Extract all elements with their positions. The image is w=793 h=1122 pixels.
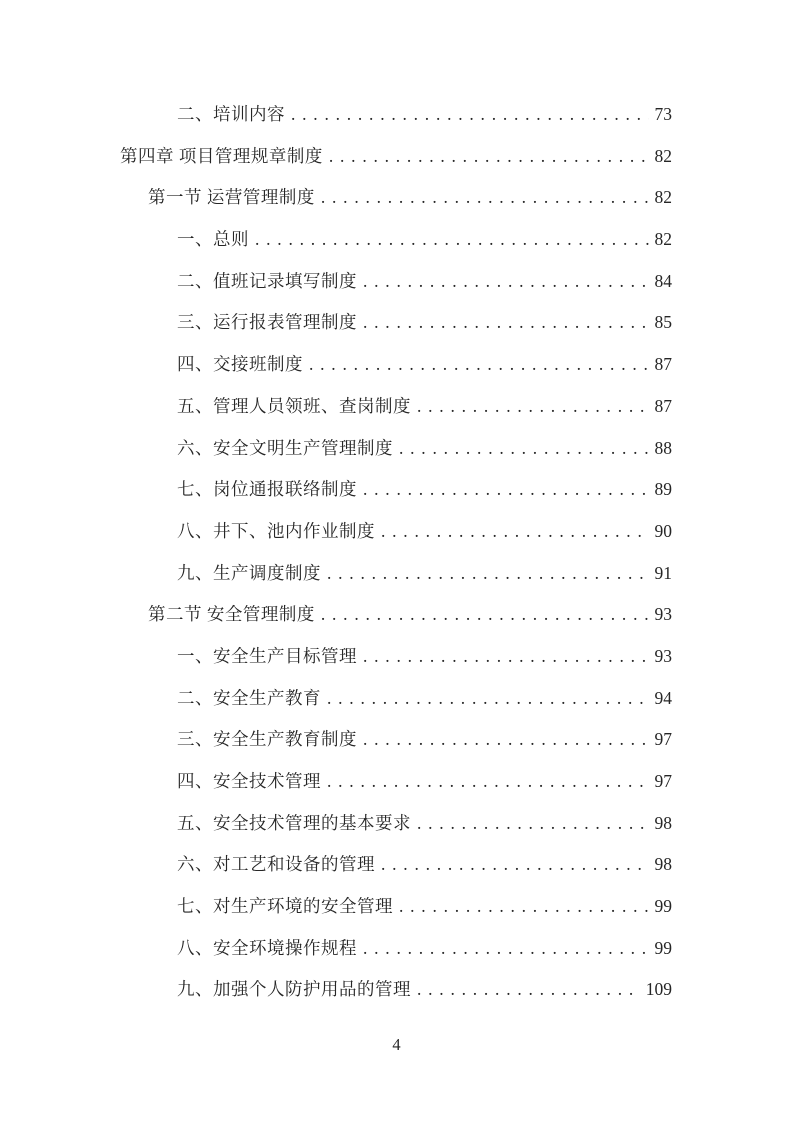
dot-leader (309, 344, 649, 386)
toc-entry-title: 六、对工艺和设备的管理 (177, 854, 375, 875)
toc-entry-title: 二、值班记录填写制度 (177, 270, 357, 291)
toc-entry-page: 97 (654, 771, 672, 791)
toc-entry[interactable] (120, 886, 672, 928)
dot-leader (327, 678, 649, 720)
dot-leader (321, 594, 649, 636)
dot-leader (327, 553, 649, 595)
toc-entry-title: 二、安全生产教育 (177, 687, 321, 708)
toc-entry-title: 四、安全技术管理 (177, 771, 321, 791)
toc-entry-page: 93 (654, 604, 672, 625)
toc-entry[interactable] (120, 136, 672, 178)
toc-entry[interactable] (120, 94, 672, 136)
dot-leader (363, 261, 649, 303)
toc-entry[interactable] (120, 969, 672, 1011)
toc-entry-page: 99 (654, 896, 672, 917)
toc-entry[interactable] (120, 553, 672, 595)
toc-entry[interactable] (120, 428, 672, 470)
toc-entry[interactable] (120, 302, 672, 344)
toc-entry-title: 七、岗位通报联络制度 (177, 479, 357, 500)
dot-leader (363, 302, 649, 344)
dot-leader (291, 94, 649, 136)
dot-leader (363, 928, 649, 970)
toc-entry[interactable] (120, 928, 672, 970)
toc-entry[interactable] (120, 594, 672, 636)
dot-leader (363, 636, 649, 678)
dot-leader (417, 803, 649, 845)
toc-entry-page: 90 (654, 520, 672, 541)
toc-entry-title: 九、生产调度制度 (177, 562, 321, 583)
toc-entry-title: 三、安全生产教育制度 (177, 729, 357, 750)
toc-entry-page: 97 (654, 729, 672, 750)
dot-leader (417, 386, 649, 428)
toc-entry[interactable] (120, 261, 672, 303)
toc-entry-page: 93 (654, 645, 672, 666)
toc-entry-page: 99 (654, 937, 672, 958)
toc-entry-title: 一、总则 (177, 229, 249, 250)
toc-entry-page: 82 (654, 229, 672, 250)
toc-entry[interactable] (120, 344, 672, 386)
dot-leader (381, 844, 649, 886)
toc-entry[interactable] (120, 511, 672, 553)
toc-entry[interactable] (120, 844, 672, 886)
toc-entry-title: 四、交接班制度 (177, 354, 303, 375)
toc-entry[interactable] (120, 177, 672, 219)
toc-entry-page: 89 (654, 479, 672, 500)
dot-leader (381, 511, 649, 553)
toc-entry-title: 八、井下、池内作业制度 (177, 520, 375, 541)
dot-leader (363, 719, 649, 761)
toc-entry-title: 八、安全环境操作规程 (177, 937, 357, 958)
toc-entry-page: 87 (654, 395, 672, 416)
toc-entry-title: 五、安全技术管理的基本要求 (177, 812, 411, 833)
dot-leader (321, 177, 649, 219)
toc-entry-page: 73 (654, 104, 672, 124)
toc-entry[interactable] (120, 719, 672, 761)
toc-entry-page: 91 (654, 562, 672, 583)
toc-entry-title: 二、培训内容 (177, 104, 285, 124)
dot-leader (327, 761, 649, 803)
toc-entry[interactable] (120, 803, 672, 845)
toc-entry[interactable] (120, 678, 672, 720)
toc-entry-title: 七、对生产环境的安全管理 (177, 896, 393, 917)
toc-entry-page: 84 (654, 270, 672, 291)
toc-entry-page: 109 (645, 979, 672, 1000)
dot-leader (255, 219, 649, 261)
toc-entry-title: 九、加强个人防护用品的管理 (177, 979, 411, 1000)
dot-leader (329, 136, 649, 178)
toc-entry-title: 一、安全生产目标管理 (177, 645, 357, 666)
toc-entry[interactable] (120, 469, 672, 511)
toc-entry-page: 82 (654, 187, 672, 208)
toc-entry-page: 85 (654, 312, 672, 333)
toc-entry-page: 87 (654, 354, 672, 375)
dot-leader (363, 469, 649, 511)
toc-entry-title: 六、安全文明生产管理制度 (177, 437, 393, 458)
toc-entry-page: 82 (654, 145, 672, 166)
toc-entry-page: 94 (654, 687, 672, 708)
toc-entry-page: 98 (654, 812, 672, 833)
footer-page-number: 4 (392, 1035, 401, 1054)
dot-leader (399, 886, 649, 928)
toc-entry[interactable] (120, 761, 672, 803)
table-of-contents (120, 94, 672, 1011)
toc-entry-title: 第四章 项目管理规章制度 (120, 145, 323, 166)
dot-leader (417, 969, 640, 1011)
toc-entry-page: 98 (654, 854, 672, 875)
toc-entry[interactable] (120, 219, 672, 261)
toc-entry-page: 88 (654, 437, 672, 458)
toc-entry-title: 五、管理人员领班、查岗制度 (177, 395, 411, 416)
toc-entry-title: 第一节 运营管理制度 (148, 187, 315, 208)
dot-leader (399, 428, 649, 470)
toc-entry[interactable] (120, 386, 672, 428)
toc-entry-title: 三、运行报表管理制度 (177, 312, 357, 333)
page-footer (0, 1028, 793, 1062)
toc-entry[interactable] (120, 636, 672, 678)
toc-entry-title: 第二节 安全管理制度 (148, 604, 315, 625)
